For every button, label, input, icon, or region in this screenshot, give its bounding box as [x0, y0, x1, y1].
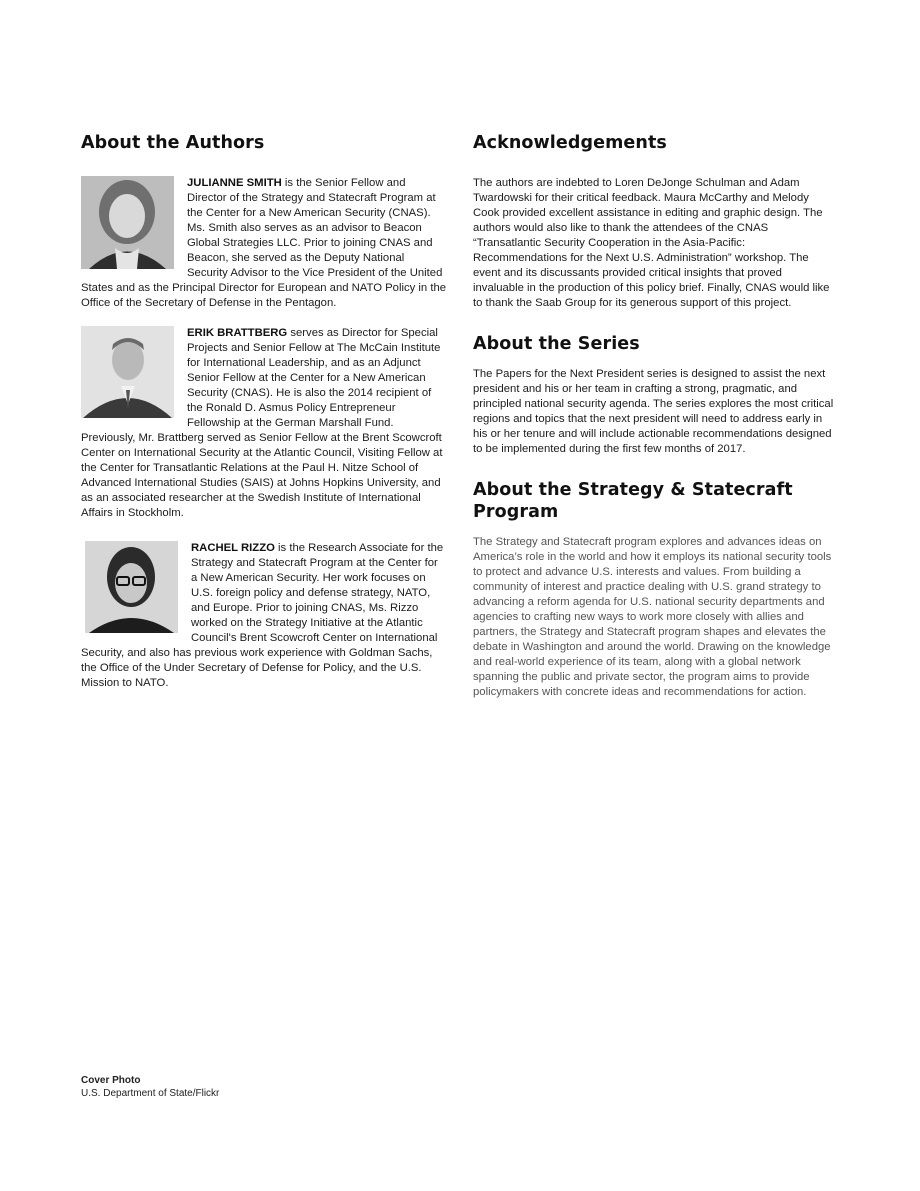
- author-bio-rizzo: [81, 541, 447, 691]
- cover-photo-credit: [81, 1074, 219, 1100]
- author-bio-rizzo-text: RACHEL RIZZO is the Research Associate for the Strategy and Statecraft Program at the Center for a New American Security. Her work focuses on U.S. foreign policy and defense strategy, NATO, and Europe. Prior to joining CNAS, Ms. Rizzo worked on the Strategy Initiative at the Atlantic Council's Brent Scowcroft Center on International Security, and also has previous work experience with Goldman Sachs, the Office of the Under Secretary of Defense for Policy, and the U.S. Mission to NATO.: [81, 542, 444, 689]
- author-photo-rizzo: [85, 541, 178, 633]
- about-series-heading: About the Series: [473, 334, 640, 354]
- author-bio-brattberg: [81, 326, 447, 521]
- author-bio-smith: [81, 176, 447, 311]
- right-column: [473, 132, 835, 700]
- author-photo-brattberg: [81, 326, 174, 418]
- cover-photo-title: Cover Photo: [81, 1075, 141, 1086]
- about-program-text: The Strategy and Statecraft program explores and advances ideas on America’s role in the world and how it employs its national security tools to protect and advance U.S. interests and values. From building a community of interest and practice dealing with U.S. grand strategy to advancing a reform agenda for U.S. national security departments and agencies to crafting new ways to work more closely with allies and partners, the Strategy and Statecraft program shapes and elevates the debate in Washington and around the world. Drawing on the knowledge and real-world experience of its team, along with a global network spanning the public and private sector, the program aims to provide policymakers with concrete ideas and recommendations for action.: [473, 536, 832, 698]
- about-authors-heading: About the Authors: [81, 133, 265, 153]
- author-bio-brattberg-text: ERIK BRATTBERG serves as Director for Special Projects and Senior Fellow at The McCain Institute for International Leadership, and as an Adjunct Senior Fellow at the Center for a New American Security (CNAS). He is also the 2014 recipient of the Ronald D. Asmus Policy Entrepreneur Fellowship at the German Marshall Fund. Previously, Mr. Brattberg served as Senior Fellow at the Brent Scowcroft Center on International Security at the Atlantic Council, Visiting Fellow at the Center for Transatlantic Relations at the Paul H. Nitze School of Advanced International Studies (SAIS) at Johns Hopkins University, and as an associated researcher at the Swedish Institute of International Affairs in Stockholm.: [81, 327, 443, 519]
- about-authors-column: [81, 132, 447, 691]
- about-program-heading: About the Strategy & Statecraft Program: [473, 480, 793, 522]
- author-photo-smith: [81, 176, 174, 269]
- acknowledgements-text: The authors are indebted to Loren DeJonge Schulman and Adam Twardowski for their critical feedback. Maura McCarthy and Melody Cook provided excellent assistance in editing and graphic design. The authors would also like to thank the attendees of the CNAS “Transatlantic Security Cooperation in the Asia-Pacific: Recommendations for the Next U.S. Administration” workshop. The event and its discussants provided critical insights that proved invaluable in the production of this policy brief. Finally, CNAS would like to thank the Saab Group for its generous support of this project.: [473, 177, 830, 309]
- author-bio-smith-text: JULIANNE SMITH is the Senior Fellow and Director of the Strategy and Statecraft Program at the Center for a New American Security (CNAS). Ms. Smith also serves as an advisor to Beacon Global Strategies LLC. Prior to joining CNAS and Beacon, she served as the Deputy National Security Advisor to the Vice President of the United States and as the Principal Director for European and NATO Policy in the Office of the Secretary of Defense in the Pentagon.: [81, 177, 447, 309]
- acknowledgements-heading: Acknowledgements: [473, 133, 667, 153]
- cover-photo-source: U.S. Department of State/Flickr: [81, 1088, 220, 1099]
- about-series-text: The Papers for the Next President series is designed to assist the next president and his or her team in crafting a strong, pragmatic, and principled national security agenda. The series explores the most critical regions and topics that the next president will need to address early in his or her tenure and will include actionable recommendations designed to be implemented during the first few months of 2017.: [473, 368, 834, 455]
